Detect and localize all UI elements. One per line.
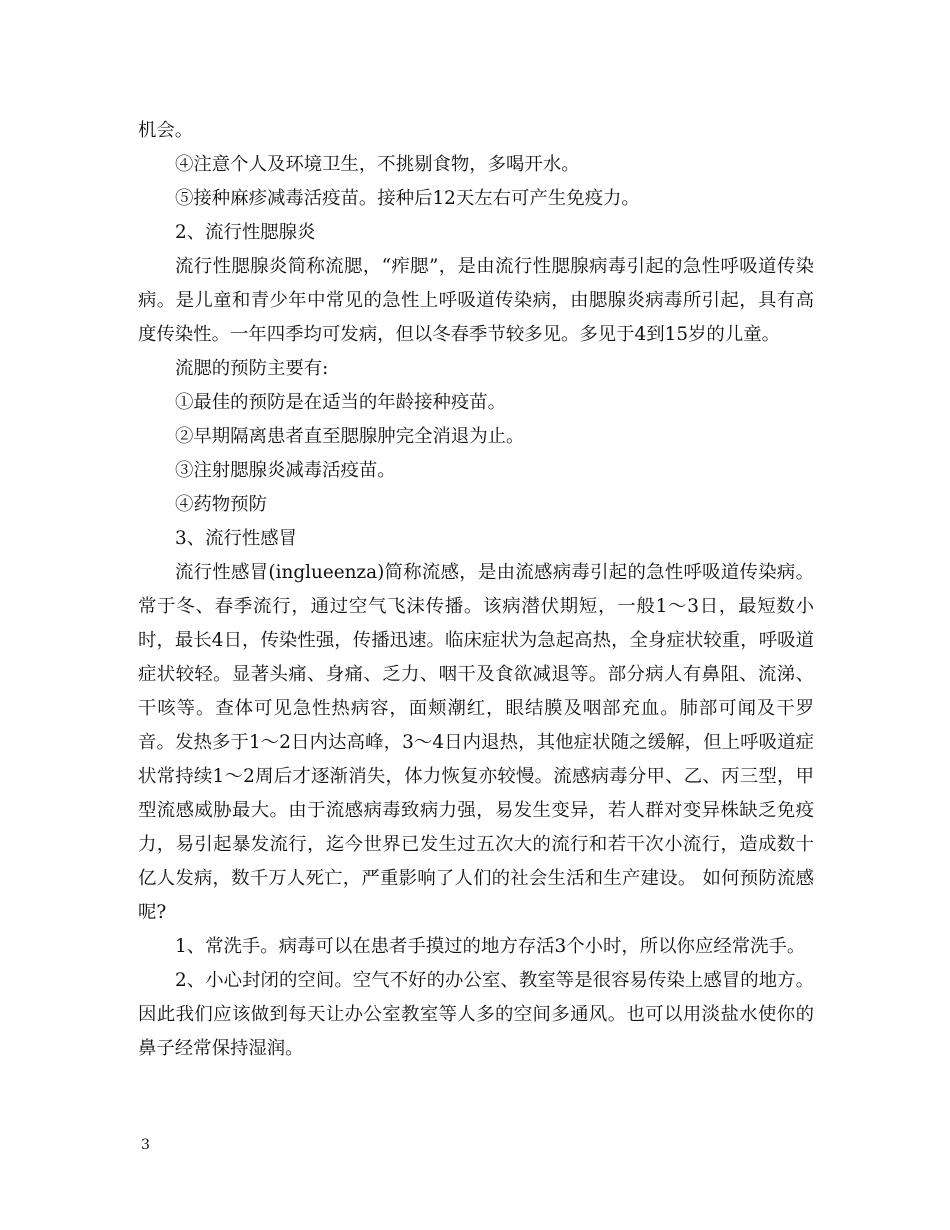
list-item: ③注射腮腺炎减毒活疫苗。 xyxy=(175,460,396,481)
paragraph: ⑤接种麻疹减毒活疫苗。接种后12天左右可产生免疫力。 xyxy=(175,188,640,209)
list-item: ②早期隔离患者直至腮腺肿完全消退为止。 xyxy=(175,426,525,447)
list-item: 2、小心封闭的空间。空气不好的办公室、教室等是很容易传染上感冒的地方。因此我们应该做到每天让办公室教室等人多的空间多通风。也可以用淡盐水使你的鼻子经常保持湿润。 xyxy=(138,970,814,1059)
paragraph: 流行性腮腺炎简称流腮，“痄腮”，是由流行性腮腺病毒引起的急性呼吸道传染病。是儿童和青少年中常见的急性上呼吸道传染病，由腮腺炎病毒所引起，具有高度传染性。一年四季均可发病，但以冬春季节较多见。多见于4到15岁的儿童。 xyxy=(138,256,814,345)
document-body xyxy=(138,114,814,1066)
section-heading: 3、流行性感冒 xyxy=(175,528,298,549)
paragraph: 流腮的预防主要有: xyxy=(175,358,329,379)
list-item: 1、常洗手。病毒可以在患者手摸过的地方存活3个小时，所以你应经常洗手。 xyxy=(175,936,806,957)
list-item: ④药物预防 xyxy=(175,494,267,515)
paragraph: ④注意个人及环境卫生，不挑剔食物，多喝开水。 xyxy=(175,154,580,175)
paragraph: 流行性感冒(inglueenza)简称流感，是由流感病毒引起的急性呼吸道传染病。常于冬、春季流行，通过空气飞沫传播。该病潜伏期短，一般1～3日，最短数小时，最长4日，传染性强，传播迅速。临床症状为急起高热，全身症状较重，呼吸道症状较轻。显著头痛、身痛、乏力、咽干及食欲减退等。部分病人有鼻阻、流涕、干咳等。查体可见急性热病容，面颊潮红，眼结膜及咽部充血。肺部可闻及干罗音。发热多于1～2日内达高峰，3～4日内退热，其他症状随之缓解，但上呼吸道症状常持续1～2周后才逐渐消失，体力恢复亦较慢。流感病毒分甲、乙、丙三型，甲型流感威胁最大。由于流感病毒致病力强，易发生变异，若人群对变异株缺乏免疫力，易引起暴发流行，迄今世界已发生过五次大的流行和若干次小流行，造成数十亿人发病，数千万人死亡，严重影响了人们的社会生活和生产建设。 如何预防流感呢? xyxy=(138,562,814,923)
section-heading: 2、流行性腮腺炎 xyxy=(175,222,316,243)
page-number: 3 xyxy=(141,1137,150,1153)
list-item: ①最佳的预防是在适当的年龄接种疫苗。 xyxy=(175,392,507,413)
paragraph: 机会。 xyxy=(138,120,194,141)
